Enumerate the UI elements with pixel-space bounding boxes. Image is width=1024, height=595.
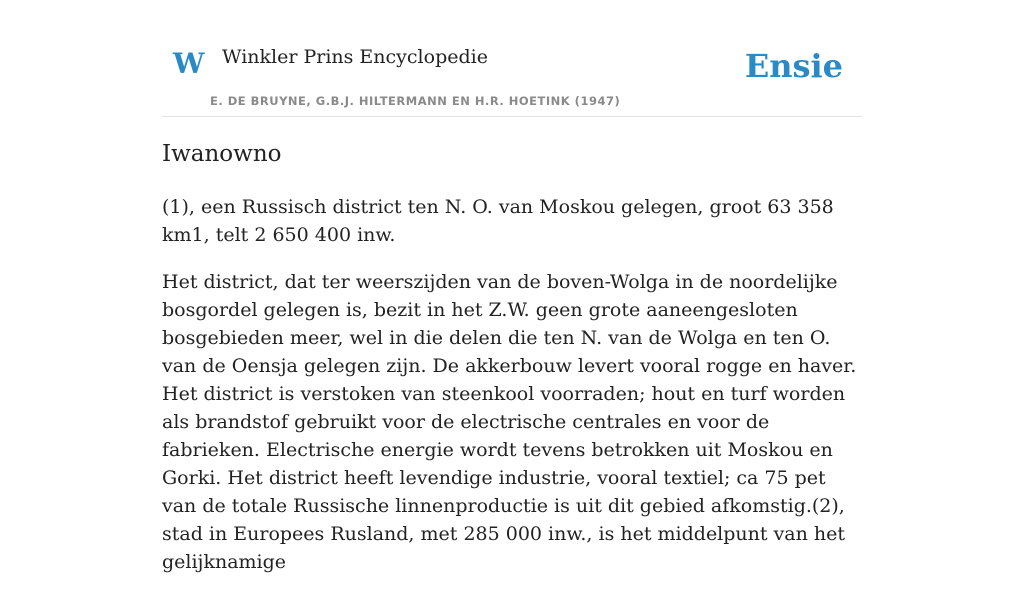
source-title[interactable]: Winkler Prins Encyclopedie [222,46,488,68]
article [162,138,862,595]
ensie-logo[interactable]: Ensie [744,47,843,85]
article-title: Iwanowno [162,141,282,167]
article-paragraph: (1), een Russisch district ten N. O. van Moskou gelegen, groot 63 358 km1, telt 2 650 400 inw. [162,196,834,246]
site-header [162,0,862,117]
article-paragraph: Het district, dat ter weerszijden van de boven-Wolga in de noordelijke bosgordel gelegen is, bezit in het Z.W. geen grote aaneengesloten bosgebieden meer, wel in die delen die ten N. van de Wolga en ten O. van de Oensja gelegen zijn. De akkerbouw levert vooral rogge en haver. Het district is verstoken van steenkool voorraden; hout en turf worden als brandstof gebruikt voor de electrische centrales en voor de fabrieken. Electrische energie wordt tevens betrokken uit Moskou en Gorki. Het district heeft levendige industrie, vooral textiel; ca 75 pet van de totale Russische linnenproductie is uit dit gebied afkomstig.(2), stad in Europees Rusland, met 285 000 inw., is het middelpunt van het gelijknamige [162,271,857,573]
winkler-prins-logo[interactable]: W [173,47,205,80]
source-authors: E. DE BRUYNE, G.B.J. HILTERMANN EN H.R. HOETINK (1947) [210,94,621,108]
